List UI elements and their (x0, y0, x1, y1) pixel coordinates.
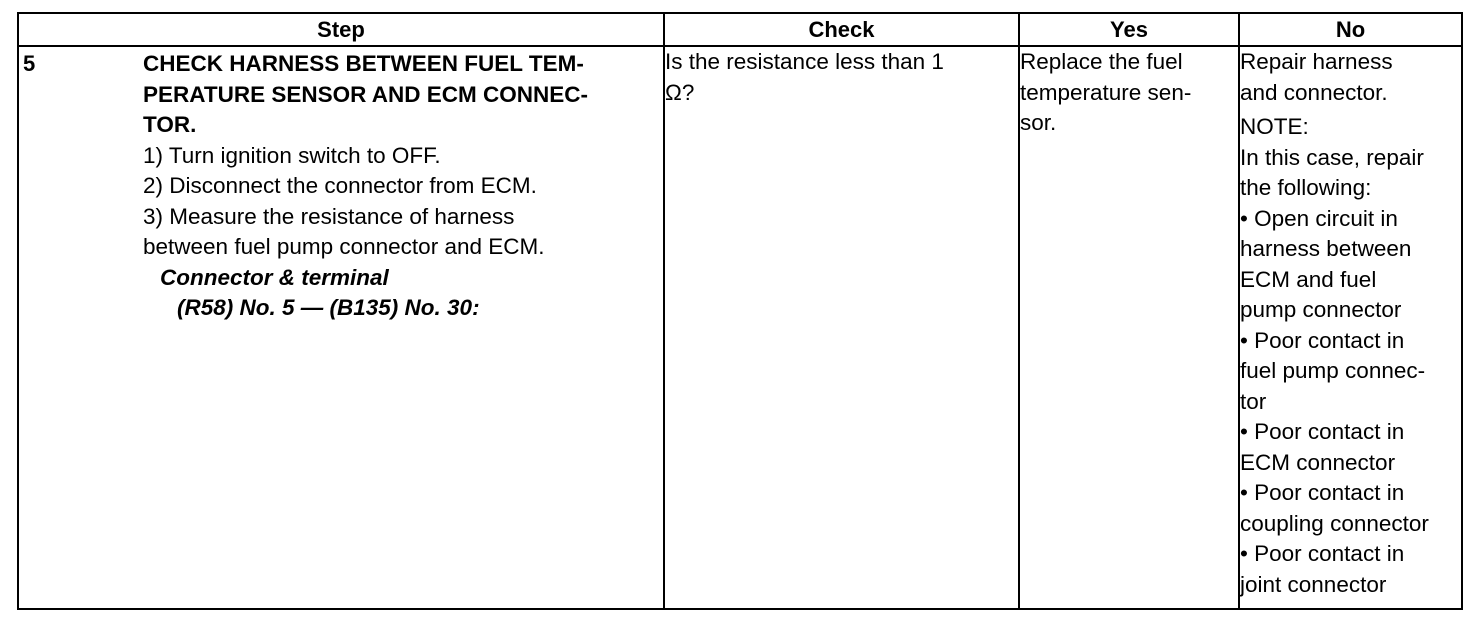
note-bullet-line: • Poor contact in (1240, 480, 1405, 505)
note-line: joint connector (1240, 571, 1387, 597)
yes-cell (1019, 46, 1239, 609)
no-line: Repair harness (1240, 49, 1393, 74)
no-cell (1239, 46, 1462, 609)
diagnostic-table (17, 12, 1463, 610)
header-step: Step (18, 13, 664, 46)
note-bullet-line: • Poor contact in (1240, 541, 1405, 566)
instruction-line: 2) Disconnect the connector from ECM. (143, 173, 537, 198)
header-no: No (1239, 13, 1462, 46)
note-line: In this case, repair (1240, 144, 1424, 170)
yes-line: Replace the fuel (1020, 49, 1183, 74)
note-bullet-line: • Poor contact in (1240, 419, 1405, 444)
note-line: harness between (1240, 236, 1412, 261)
step-body (143, 47, 663, 324)
check-cell (664, 46, 1019, 609)
note-line: ECM connector (1240, 449, 1396, 475)
header-row (18, 13, 1462, 46)
yes-line: temperature sen- (1020, 79, 1192, 105)
header-yes: Yes (1019, 13, 1239, 46)
instruction-line: between fuel pump connector and ECM. (143, 234, 545, 259)
check-line: Ω? (665, 79, 695, 105)
yes-line: sor. (1020, 110, 1057, 135)
connector-label: Connector & terminal (160, 264, 389, 290)
step-cell (18, 46, 664, 609)
note-line: tor (1240, 388, 1267, 414)
note-bullet-line: • Poor contact in (1240, 327, 1405, 353)
note-line: coupling connector (1240, 510, 1429, 536)
note-bullet-line: • Open circuit in (1240, 205, 1398, 231)
step-number: 5 (23, 51, 36, 76)
connector-value: (R58) No. 5 — (B135) No. 30: (177, 295, 480, 320)
step-title-line: TOR. (143, 112, 197, 137)
step-title-line: PERATURE SENSOR AND ECM CONNEC- (143, 81, 589, 107)
check-line: Is the resistance less than 1 (665, 49, 944, 74)
step-title-line: CHECK HARNESS BETWEEN FUEL TEM- (143, 51, 584, 76)
note-label: NOTE: (1240, 114, 1309, 139)
instruction-line: 1) Turn ignition switch to OFF. (143, 142, 441, 168)
header-check: Check (664, 13, 1019, 46)
instruction-line: 3) Measure the resistance of harness (143, 203, 515, 229)
note-line: fuel pump connec- (1240, 358, 1426, 383)
table-row (18, 46, 1462, 609)
no-line: and connector. (1240, 79, 1388, 105)
note-line: pump connector (1240, 297, 1402, 322)
note-line: the following: (1240, 175, 1372, 200)
note-line: ECM and fuel (1240, 266, 1377, 292)
